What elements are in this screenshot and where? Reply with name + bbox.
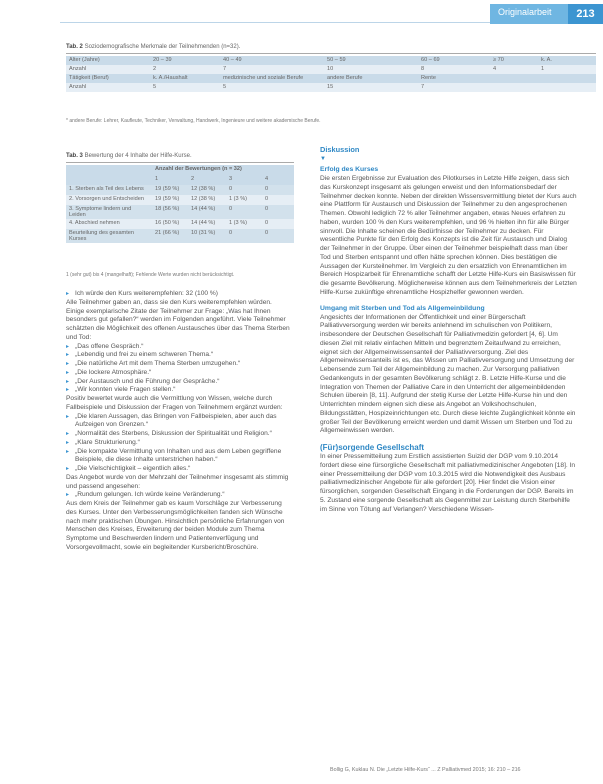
left-column <box>66 290 294 553</box>
table-cell <box>490 83 538 92</box>
table-cell: 5 <box>150 83 220 92</box>
table-row <box>66 65 596 74</box>
table-header-cell: 4 <box>262 175 294 185</box>
table-header-row <box>66 175 294 185</box>
table3-caption <box>66 153 192 159</box>
paragraph: Angesichts der Informationen der Öffentlichkeit und einer Bürgerschaft Palliativversorgung werden wir bereits anlehnend im schulischen von Politikern, insbesondere der Deutschen Gesellschaft für Palliativmedizin gefordert [4, 6]. Um diesen Ziel mit relativ einfachen Mitteln und begrenztem Zeitaufwand zu erreichen, eignet sich der Allgemeinwissensanteil der Palliativversorgung. Ziel des Allgemeinwissensanteils ist es, das Wissen um Palliativversorgung und Umsetzung der Lebensende zum Teil der Allgemeinbildung zu machen. Zur Versorgung palliativen Gedankenguts in der gesamten Bevölkerung schlägt z. B. Letzte Hilfe-Kurse und die Integration von Themen der Palliative Care in den Unterricht der allgemeinbildenden Schulen überein [8, 11]. Aufgrund der stetig Kurse der Letzte Hilfe-Kurse hin und den Unterrichten mindern eignen sich diese als Angebot an Volkshochschulen, Bildungsstätten, Hospizeinrichtungen etc. Durch diese leichte Zugänglichkeit könnte ein großer Teil der Bevölkerung erreicht werden und damit Wissen um Sterben und Tod zu Allgemeinwissen werden. <box>320 313 576 435</box>
table-cell: 19 (59 %) <box>152 185 188 195</box>
table3-top-rule <box>66 162 294 163</box>
list-item: ▸ „Die natürliche Art mit dem Thema Sterben umzugehen.“ <box>66 360 294 369</box>
paragraph: Positiv bewertet wurde auch die Vermittlung von Wissen, welche durch Fallbeispiele und Diskussion der Fragen von Teilnehmern ergänzt wurden: <box>66 395 283 411</box>
table3-label: Tab. 3 <box>66 153 83 159</box>
table-cell: k. A. <box>538 56 596 65</box>
footer-citation: Bollig G, Kuklau N. Die „Letzte Hilfe-Kurs“ ... Z Palliativmed 2015; 16: 210 – 216 <box>330 767 521 773</box>
table-cell: 10 <box>324 65 418 74</box>
table-row <box>66 205 294 219</box>
table-cell: 0 <box>262 219 294 229</box>
table-cell: 0 <box>226 229 262 243</box>
table-cell: medizinische und soziale Berufe <box>220 74 324 83</box>
page-number: 213 <box>568 4 603 24</box>
table-cell: 0 <box>262 229 294 243</box>
table3-group-header: Anzahl der Bewertungen (n = 32) <box>152 165 294 175</box>
table-row <box>66 74 596 83</box>
table-cell: 7 <box>220 65 324 74</box>
table-row <box>66 195 294 205</box>
table-cell: 0 <box>226 205 262 219</box>
table3 <box>66 165 294 243</box>
table-cell: 2 <box>150 65 220 74</box>
table2-title: Soziodemografische Merkmale der Teilnehmenden (n=32). <box>84 44 241 50</box>
paragraph: Aus dem Kreis der Teilnehmer gab es kaum Vorschläge zur Verbesserung des Kurses. Unter den Verbesserungsmöglichkeiten fanden sich Wünsche nach mehr praktischen Übungen. Hinsichtlich persönliche Erfahrungen von Menschen des Kreises, Erweiterung der beiden Module zum Thema Symptome und Beschwerden lindern und Patientenverfügung und Vorsorgevollmacht, sowie ein begleitender Kursbericht/Broschüre. <box>66 500 285 551</box>
table-cell: 1. Sterben als Teil des Lebens <box>66 185 152 195</box>
table-cell <box>538 74 596 83</box>
table-header-cell: 1 <box>152 175 188 185</box>
table-cell: 4. Abschied nehmen <box>66 219 152 229</box>
table-cell: 5 <box>220 83 324 92</box>
table-cell <box>490 74 538 83</box>
table-cell: 21 (66 %) <box>152 229 188 243</box>
table-header-cell: 3 <box>226 175 262 185</box>
table-cell: 0 <box>226 185 262 195</box>
paragraph: Die ersten Ergebnisse zur Evaluation des Pilotkurses in Letzte Hilfe zeigen, dass sich das Kurskonzept insgesamt als gelungen erweist und den Informationsbedarf der Teilnehmer decken konnte. Neben der direkten Wissensvermittlung bietet der Kurs auch eine Plattform für Austausch und Diskussion der Teilnehmer zu den angesprochenen Themen. Obwohl lediglich 72 % aller Teilnehmer angaben, etwas Neues erfahren zu haben, wurden 100 % den Kurs weiterempfehlen, und 96 % hielten ihn für alle Bürger sinnvoll. Die Inhalte scheinen die Bedürfnisse der Teilnehmer zu decken. Für wesentliche Punkte für den Erfolg des Konzepts ist die Zeit für Austausch und Dialog der Teilnehmer in der Gruppe. Über einen der Teilnehmer beispielhaft dass man über Tod und Sterben entspannt und offen hätte sprechen können. Dies bestätigen die Aussagen der Kursteilnehmer. Im Vergleich zu den ersatzlich von Ehrenamtlichen im Bereich Hospizarbeit für Ehrenamtliche schafft der Letzte Hilfe-Kurs ein Basiswissen für die gesamte Bevölkerung. Möglicherweise können aus dem Teilnehmerkreis der Letzten Hilfe-Kurse zukünftige ehrenamtliche Hospizhelfer gewonnen werden. <box>320 175 577 296</box>
table-cell: 2. Vorsorgen und Entscheiden <box>66 195 152 205</box>
table-cell: andere Berufe <box>324 74 418 83</box>
section-arrow-icon: ▼ <box>320 156 326 162</box>
list-item: ▸ „Lebendig und frei zu einem schweren Thema.“ <box>66 351 294 360</box>
table-cell: 1 (3 %) <box>226 219 262 229</box>
table-row <box>66 185 294 195</box>
table-cell: 40 – 49 <box>220 56 324 65</box>
subsection-title: Erfolg des Kurses <box>320 166 379 173</box>
list-item: ▸ Ich würde den Kurs weiterempfehlen: 32 (100 %) <box>66 290 294 299</box>
section-title: Diskussion <box>320 145 360 154</box>
table-cell: 19 (59 %) <box>152 195 188 205</box>
table-cell: Tätigkeit (Beruf) <box>66 74 150 83</box>
table-cell: 0 <box>262 205 294 219</box>
table3-title: Bewertung der 4 Inhalte der Hilfe-Kurse. <box>84 153 192 159</box>
right-column <box>320 145 578 514</box>
running-header <box>0 0 603 30</box>
table-cell: 50 – 59 <box>324 56 418 65</box>
table-cell: 12 (38 %) <box>188 195 226 205</box>
table-cell: Anzahl <box>66 65 150 74</box>
table-cell: 0 <box>262 195 294 205</box>
table-row <box>66 56 596 65</box>
list-item: ▸ „Wir konnten viele Fragen stellen.“ <box>66 386 294 395</box>
list-item: ▸ „Die lockere Atmosphäre.“ <box>66 369 294 378</box>
table2-footnote: * andere Berufe: Lehrer, Kaufleute, Techniker, Verwaltung, Handwerk, Ingenieure und weitere akademische Berufe. <box>66 118 321 124</box>
table-cell: 8 <box>418 65 490 74</box>
table2 <box>66 56 596 92</box>
list-item: ▸ „Der Austausch und die Führung der Gespräche.“ <box>66 378 294 387</box>
table-cell: 14 (44 %) <box>188 205 226 219</box>
table-cell: Alter (Jahre) <box>66 56 150 65</box>
table-cell: 4 <box>490 65 538 74</box>
table-cell: 7 <box>418 83 490 92</box>
list-item: ▸ „Die klaren Aussagen, das Bringen von Fallbeispielen, aber auch das Aufzeigen von Grenzen.“ <box>66 413 294 431</box>
table-cell: Beurteilung des gesamten Kurses <box>66 229 152 243</box>
table-row <box>66 219 294 229</box>
table-cell: k. A./Haushalt <box>150 74 220 83</box>
table-cell: Anzahl <box>66 83 150 92</box>
table-cell: 18 (56 %) <box>152 205 188 219</box>
paragraph: Das Angebot wurde von der Mehrzahl der Teilnehmer insgesamt als stimmig und passend angesehen: <box>66 473 289 490</box>
list-item: ▸ „Normalität des Sterbens, Diskussion der Spiritualität und Religion.“ <box>66 430 294 439</box>
table-cell: 1 (3 %) <box>226 195 262 205</box>
header-rule <box>60 22 490 23</box>
table-cell: 16 (50 %) <box>152 219 188 229</box>
table-cell: 1 <box>538 65 596 74</box>
table-cell: 14 (44 %) <box>188 219 226 229</box>
table-cell: 20 – 39 <box>150 56 220 65</box>
table-cell <box>538 83 596 92</box>
table-cell: 3. Symptome lindern und Leiden <box>66 205 152 219</box>
list-item: ▸ „Die kompakte Vermittlung von Inhalten und aus dem Leben gegriffene Beispiele, die diese Inhalte unterstrichen haben.“ <box>66 448 294 466</box>
table2-label: Tab. 2 <box>66 44 83 50</box>
subsection-title: Umgang mit Sterben und Tod als Allgemeinbildung <box>320 304 485 312</box>
table-cell: ≥ 70 <box>490 56 538 65</box>
table-cell: 12 (38 %) <box>188 185 226 195</box>
subsection-title: (Für)sorgende Gesellschaft <box>320 443 425 452</box>
paragraph: Einige exemplarische Zitate der Teilnehmer zur Frage: „Was hat Ihnen besonders gut gefallen?“ werden im Folgenden angeführt. Viele Teilnehmer schätzten die Möglichkeit des offenen Austausches über das Thema Sterben und Tod: <box>66 307 290 341</box>
table-header-row <box>66 165 294 175</box>
table-cell: 0 <box>262 185 294 195</box>
table2-top-rule <box>66 53 596 54</box>
list-item: ▸ „Die Vielschichtigkeit – eigentlich alles.“ <box>66 465 294 474</box>
table-cell: 10 (31 %) <box>188 229 226 243</box>
table-cell: 60 – 69 <box>418 56 490 65</box>
table-row <box>66 229 294 243</box>
table-cell: Rente <box>418 74 490 83</box>
list-item: ▸ „Das offene Gespräch.“ <box>66 343 294 352</box>
table3-footnote: 1 (sehr gut) bis 4 (mangelhaft); Fehlende Werte wurden nicht berücksichtigt. <box>66 272 235 278</box>
table-row <box>66 83 596 92</box>
table2-caption <box>66 44 240 50</box>
list-item: ▸ „Klare Strukturierung.“ <box>66 439 294 448</box>
paragraph: Alle Teilnehmer gaben an, dass sie den Kurs weiterempfehlen würden. <box>66 298 272 306</box>
paragraph: In einer Pressemitteilung zum Erstlich assistierten Suizid der DGP vom 9.10.2014 fordert diese eine fürsorgliche Gesellschaft mit palliativmedizinischer Angeboten [18]. In einer Pressemitteilung der DGP vom 10.3.2015 wird die Notwendigkeit des Ausbaus palliativmedizinischer Angebote für alle gefordert [20]. Hier findet die Vision einer fürsorglichen, sorgenden Gesellschaft Eingang in die Forderungen der DGP. Bereits im 5. Zustand eine sorgende Gesellschaft als Gegenmittel zur Leistung durch Sterbehilfe im Sinne von Tötung auf Verlangen? Verschiedene Wissen- <box>320 453 576 513</box>
header-section-label: Originalarbeit <box>498 7 552 17</box>
table-cell: 15 <box>324 83 418 92</box>
list-item: ▸ „Rundum gelungen. Ich würde keine Veränderung.“ <box>66 491 294 500</box>
table-header-cell: 2 <box>188 175 226 185</box>
